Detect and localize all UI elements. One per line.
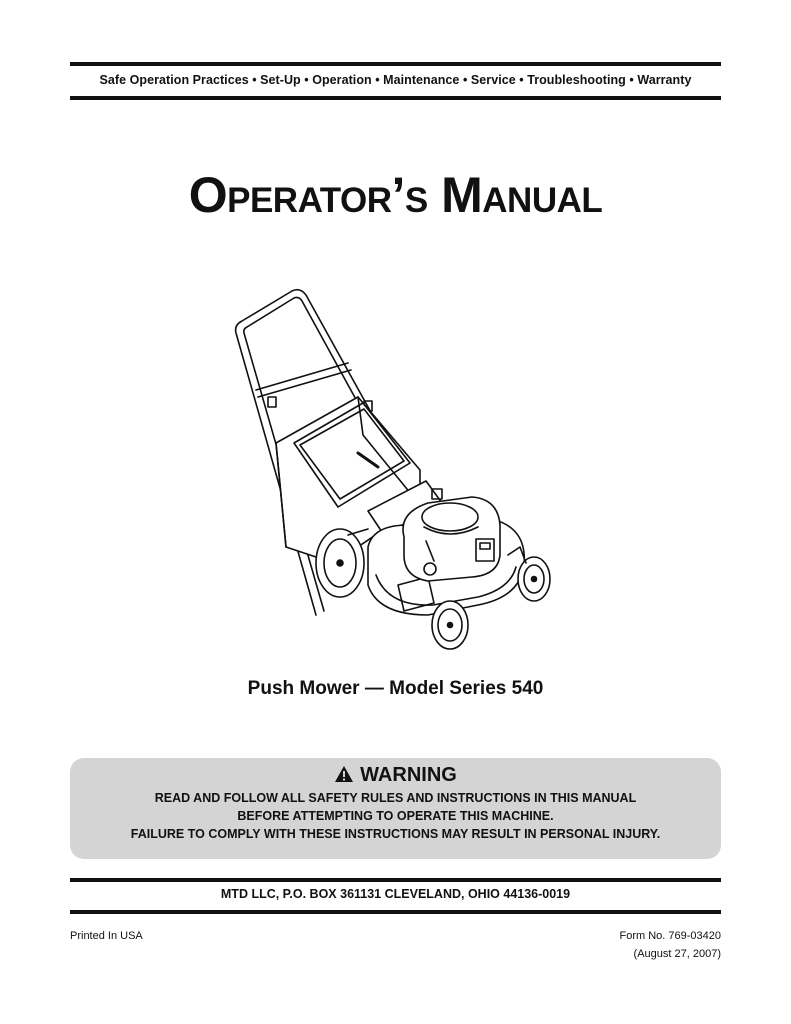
top-rule-lower bbox=[70, 96, 721, 100]
bottom-rule-upper bbox=[70, 878, 721, 882]
warning-heading-text: WARNING bbox=[360, 764, 457, 786]
warning-heading bbox=[70, 764, 721, 787]
mower-illustration bbox=[228, 285, 558, 657]
warning-line-2: BEFORE ATTEMPTING TO OPERATE THIS MACHINE. bbox=[237, 809, 554, 823]
top-rule-upper bbox=[70, 62, 721, 66]
warning-line-3: FAILURE TO COMPLY WITH THESE INSTRUCTIONS MAY RESULT IN PERSONAL INJURY. bbox=[130, 827, 661, 841]
form-number: Form No. 769-03420 bbox=[619, 930, 721, 942]
page-title: Operator’s Manual bbox=[188, 167, 603, 223]
model-subtitle: Push Mower — Model Series 540 bbox=[247, 678, 544, 699]
form-date: (August 27, 2007) bbox=[633, 948, 721, 960]
warning-box bbox=[70, 758, 721, 859]
warning-line-1: READ AND FOLLOW ALL SAFETY RULES AND INSTRUCTIONS IN THIS MANUAL bbox=[154, 791, 637, 805]
bottom-rule-lower bbox=[70, 910, 721, 914]
printed-in-usa: Printed In USA bbox=[70, 930, 143, 942]
section-nav-text: Safe Operation Practices • Set-Up • Operation • Maintenance • Service • Troubleshooting • Warranty bbox=[99, 73, 692, 87]
company-address: MTD LLC, P.O. BOX 361131 CLEVELAND, OHIO 44136-0019 bbox=[220, 887, 571, 901]
warning-triangle-icon bbox=[334, 765, 354, 783]
